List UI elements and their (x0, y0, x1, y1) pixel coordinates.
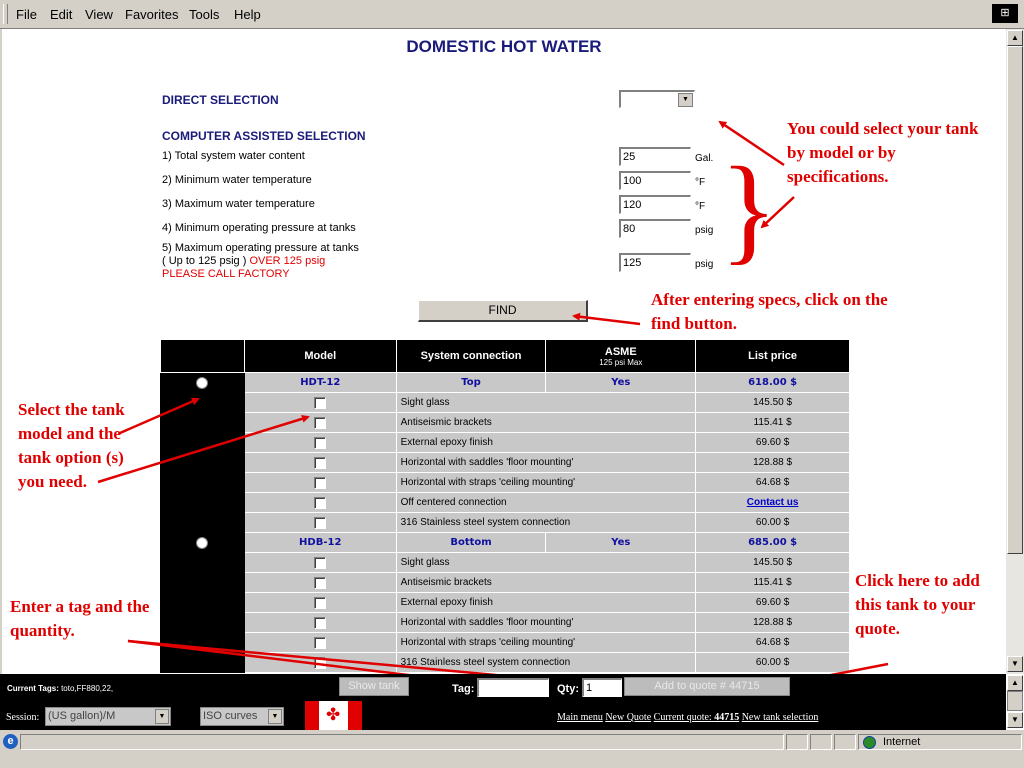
menu-file[interactable]: File (16, 7, 37, 22)
tank1-asme: Yes (546, 373, 696, 393)
arrow-to-checkbox (98, 417, 308, 482)
scroll-thumb[interactable] (1007, 46, 1023, 554)
chevron-down-icon[interactable]: ▼ (268, 709, 282, 724)
main-scrollbar[interactable] (1006, 29, 1024, 674)
option-name: External epoxy finish (396, 433, 696, 453)
option-name: Antiseismic brackets (396, 573, 696, 593)
annotation-select-model: Select the tank model and the tank option (s) you need. (18, 400, 125, 491)
tank2-model: HDB-12 (244, 533, 396, 553)
status-pane (810, 734, 832, 750)
option-price: 64.68 $ (696, 633, 850, 653)
status-pane (786, 734, 808, 750)
scroll-thumb[interactable] (1007, 691, 1023, 711)
menu-tools[interactable]: Tools (189, 7, 220, 22)
unit-psig-max: psig (695, 259, 714, 270)
unit-gal: Gal. (695, 153, 714, 164)
option-price: 69.60 $ (696, 433, 850, 453)
menu-bar (0, 0, 1024, 29)
chevron-down-icon[interactable]: ▼ (155, 709, 169, 724)
min-temp-input[interactable]: 100 (619, 171, 691, 190)
quote-nav (557, 712, 818, 723)
page-title: DOMESTIC HOT WATER (406, 37, 602, 56)
direct-selection-heading: DIRECT SELECTION (162, 93, 279, 107)
current-tags-value: toto,FF880,22, (58, 684, 114, 693)
current-quote-label: Current quote: (653, 712, 712, 723)
qty-label: Qty: (557, 683, 579, 695)
header-asme-sub: 125 psi Max (599, 357, 643, 367)
option-name: Antiseismic brackets (396, 413, 696, 433)
header-model: Model (244, 340, 396, 373)
option-name: Horizontal with saddles 'floor mounting' (396, 453, 696, 473)
field-label-min-temp: 2) Minimum water temperature (162, 174, 312, 186)
option-name: Sight glass (396, 553, 696, 573)
show-tank-button[interactable]: Show tank (339, 677, 409, 696)
units-select[interactable] (45, 707, 171, 726)
brace-icon: } (720, 142, 778, 275)
contact-us-link[interactable]: Contact us (746, 497, 799, 508)
computer-assisted-heading: COMPUTER ASSISTED SELECTION (162, 129, 366, 143)
scroll-down-icon[interactable]: ▼ (1007, 656, 1023, 672)
annotation-tag-qty: Enter a tag and the quantity. (10, 597, 150, 640)
windows-logo-icon: ⊞ (992, 4, 1018, 23)
scroll-up-icon[interactable]: ▲ (1007, 675, 1023, 691)
status-text-pane (20, 734, 784, 750)
call-factory-note: PLEASE CALL FACTORY (162, 268, 290, 280)
option-name: Horizontal with saddles 'floor mounting' (396, 613, 696, 633)
option-name: Horizontal with straps 'ceiling mounting' (396, 473, 696, 493)
annotation-select-tank: You could select your tank by model or by specifications. (787, 119, 979, 186)
option-name: External epoxy finish (396, 593, 696, 613)
tag-input[interactable] (477, 678, 549, 697)
status-bar (0, 731, 1024, 768)
header-price: List price (696, 340, 850, 373)
option-price: 128.88 $ (696, 453, 850, 473)
zone-label: Internet (883, 736, 921, 748)
new-quote-link[interactable]: New Quote (605, 712, 652, 723)
min-pressure-input[interactable]: 80 (619, 219, 691, 238)
current-quote-link[interactable] (654, 712, 740, 723)
unit-psig-min: psig (695, 225, 714, 236)
qty-input[interactable]: 1 (582, 678, 622, 697)
new-tank-selection-link[interactable]: New tank selection (741, 712, 819, 723)
units-select-value: (US gallon)/M (48, 710, 116, 722)
scroll-down-icon[interactable]: ▼ (1007, 712, 1023, 728)
menu-edit[interactable]: Edit (50, 7, 73, 22)
unit-f-max: °F (695, 201, 706, 212)
arrow-to-find (574, 316, 640, 324)
annotation-find: After entering specs, click on the find button. (651, 290, 888, 333)
header-connection: System connection (396, 340, 546, 373)
tank1-price: 618.00 $ (696, 373, 850, 393)
quote-toolbar (0, 674, 1024, 730)
field-label-max-temp: 3) Maximum water temperature (162, 198, 315, 210)
option-price: 115.41 $ (696, 573, 850, 593)
option-name: Horizontal with straps 'ceiling mounting' (396, 633, 696, 653)
tank2-connection: Bottom (396, 533, 546, 553)
arrow-to-select (720, 122, 784, 165)
option-price: 145.50 $ (696, 553, 850, 573)
option-price: 60.00 $ (696, 653, 850, 673)
over-125-warning: OVER 125 psig (249, 255, 326, 267)
menu-view[interactable]: View (85, 7, 113, 22)
header-asme-label: ASME (604, 345, 637, 358)
scroll-up-icon[interactable]: ▲ (1007, 30, 1023, 46)
option-price: 69.60 $ (696, 593, 850, 613)
find-button[interactable]: FIND (418, 300, 588, 322)
menu-grip (3, 4, 8, 24)
option-price: 64.68 $ (696, 473, 850, 493)
current-tags-label: Current Tags: (7, 684, 59, 693)
option-name: 316 Stainless steel system connection (396, 513, 696, 533)
current-tags (7, 684, 113, 693)
option-name: Off centered connection (396, 493, 696, 513)
max-pressure-input[interactable]: 125 (619, 253, 691, 272)
globe-icon (863, 736, 876, 749)
unit-f-min: °F (695, 177, 706, 188)
tag-label: Tag: (452, 683, 475, 695)
option-price: 128.88 $ (696, 613, 850, 633)
water-content-input[interactable]: 25 (619, 147, 691, 166)
zone-pane (858, 734, 1022, 750)
max-pressure-note: ( Up to 125 psig ) (162, 255, 250, 267)
ie-page-icon: e (3, 734, 18, 749)
arrow-to-add-quote (790, 664, 888, 674)
menu-favorites[interactable]: Favorites (125, 7, 179, 22)
main-menu-link[interactable]: Main menu (557, 712, 603, 723)
curves-select-value: ISO curves (203, 710, 258, 722)
current-quote-number: 44715 (714, 712, 740, 723)
option-name: Sight glass (396, 393, 696, 413)
status-pane (834, 734, 856, 750)
field-label-water-content: 1) Total system water content (162, 150, 305, 162)
arrow-to-radio (120, 399, 198, 433)
annotation-add-quote: Click here to add this tank to your quote. (855, 571, 980, 638)
max-temp-input[interactable]: 120 (619, 195, 691, 214)
option-name: 316 Stainless steel system connection (396, 653, 696, 673)
chevron-down-icon[interactable]: ▼ (678, 93, 693, 107)
bottom-scrollbar[interactable] (1006, 674, 1024, 730)
annotation-arrows (2, 29, 1006, 674)
option-price: 115.41 $ (696, 413, 850, 433)
tank2-price: 685.00 $ (696, 533, 850, 553)
canada-flag-icon[interactable]: ✤ (305, 701, 362, 730)
page-content (2, 29, 1006, 674)
tank1-connection: Top (396, 373, 546, 393)
tank1-model: HDT-12 (244, 373, 396, 393)
arrow-to-brace (762, 197, 794, 227)
add-to-quote-button[interactable]: Add to quote # 44715 (624, 677, 790, 696)
field-label-min-pressure: 4) Minimum operating pressure at tanks (162, 222, 356, 234)
menu-help[interactable]: Help (234, 7, 261, 22)
curves-select[interactable] (200, 707, 284, 726)
tank2-asme: Yes (546, 533, 696, 553)
max-pressure-label: 5) Maximum operating pressure at tanks (162, 242, 359, 254)
session-label: Session: (6, 712, 40, 723)
option-price: 145.50 $ (696, 393, 850, 413)
option-price: 60.00 $ (696, 513, 850, 533)
